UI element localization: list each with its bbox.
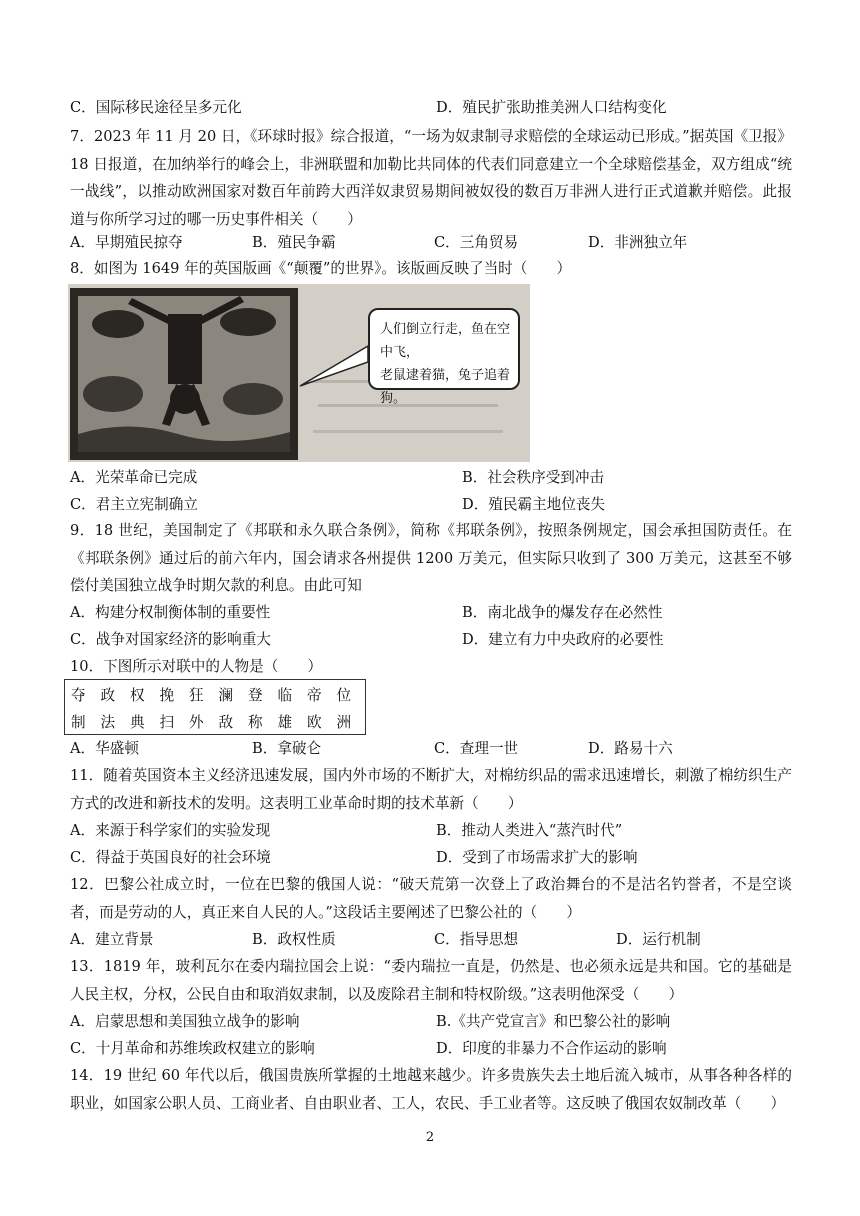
q8-option-d: D．殖民霸主地位丧失 xyxy=(462,496,606,513)
couplet-row-1: 夺 政 权 挽 狂 澜 登 临 帝 位 xyxy=(71,687,352,704)
q7-option-c: C．三角贸易 xyxy=(434,234,519,251)
q9-option-b: B．南北战争的爆发存在必然性 xyxy=(462,604,663,621)
q12-option-a: A．建立背景 xyxy=(70,931,154,948)
q13-option-a: A．启蒙思想和美国独立战争的影响 xyxy=(70,1013,300,1030)
q10-option-b: B．拿破仑 xyxy=(252,740,322,757)
q11-option-a: A．来源于科学家们的实验发现 xyxy=(70,822,271,839)
q14-question: 14．19 世纪 60 年代以后，俄国贵族所掌握的土地越来越少。许多贵族失去土地后流入城市，从事各种各样的职业，如国家公职人员、工商业者、自由职业者、工人，农民、手工业者等。这反映了俄国农奴制改革（ ） xyxy=(70,1067,792,1112)
q11-option-d: D．受到了市场需求扩大的影响 xyxy=(436,849,638,866)
q13-option-c: C．十月革命和苏维埃政权建立的影响 xyxy=(70,1040,315,1057)
speech-bubble xyxy=(368,308,520,406)
woodcut-figure xyxy=(68,284,530,462)
q9-option-c: C．战争对国家经济的影响重大 xyxy=(70,631,271,648)
couplet-box xyxy=(64,679,366,735)
q12-option-b: B．政权性质 xyxy=(252,931,336,948)
q12-option-d: D．运行机制 xyxy=(616,931,701,948)
q8-question: 8．如图为 1649 年的英国版画《“颠覆”的世界》。该版画反映了当时（ ） xyxy=(70,260,572,277)
q9-question: 9．18 世纪，美国制定了《邦联和永久联合条例》，简称《邦联条例》，按照条例规定，国会承担国防责任。在《邦联条例》通过后的前六年内，国会请求各州提供 1200 万美元，但实际只收到了 300 万美元，这甚至不够偿付美国独立战争时期欠款的利息。由此可知 xyxy=(70,522,792,594)
q7-option-a: A．早期殖民掠夺 xyxy=(70,234,183,251)
q8-option-c: C．君主立宪制确立 xyxy=(70,496,198,513)
q7-question: 7．2023 年 11 月 20 日，《环球时报》综合报道，“一场为奴隶制寻求赔偿的全球运动已形成。”据英国《卫报》18 日报道，在加纳举行的峰会上，非洲联盟和加勒比共同体的代表们同意建立一个全球赔偿基金，双方组成“统一战线”，以推动欧洲国家对数百年前跨大西洋奴隶贸易期间被奴役的数百万非洲人进行正式道歉并赔偿。此报道与你所学习过的哪一历史事件相关（ ） xyxy=(70,128,792,228)
q13-option-b: B.《共产党宣言》和巴黎公社的影响 xyxy=(436,1013,671,1030)
q12-option-c: C．指导思想 xyxy=(434,931,519,948)
q7-option-d: D．非洲独立年 xyxy=(588,234,688,251)
q13-question: 13．1819 年，玻利瓦尔在委内瑞拉国会上说：“委内瑞拉一直是，仍然是、也必须永远是共和国。它的基础是人民主权，分权，公民自由和取消奴隶制，以及废除君主制和特权阶级。”这表明他深受（ ） xyxy=(70,958,792,1003)
q11-option-c: C．得益于英国良好的社会环境 xyxy=(70,849,271,866)
page-number: 2 xyxy=(425,1130,435,1145)
q10-option-c: C．查理一世 xyxy=(434,740,519,757)
q7-option-b: B．殖民争霸 xyxy=(252,234,336,251)
couplet-row-2: 制 法 典 扫 外 敌 称 雄 欧 洲 xyxy=(71,714,352,731)
q10-option-d: D．路易十六 xyxy=(588,740,673,757)
q11-question: 11．随着英国资本主义经济迅速发展，国内外市场的不断扩大，对棉纺织品的需求迅速增长，刺激了棉纺织生产方式的改进和新技术的发明。这表明工业革命时期的技术革新（ ） xyxy=(70,767,792,812)
q12-question: 12．巴黎公社成立时，一位在巴黎的俄国人说：“破天荒第一次登上了政治舞台的不是沽名钓誉者，不是空谈者，而是劳动的人，真正来自人民的人。”这段话主要阐述了巴黎公社的（ ） xyxy=(70,876,792,921)
q9-option-d: D．建立有力中央政府的必要性 xyxy=(462,631,664,648)
q6-option-c: C．国际移民途径呈多元化 xyxy=(70,99,242,116)
q11-option-b: B．推动人类进入“蒸汽时代” xyxy=(436,822,623,839)
q8-option-a: A．光荣革命已完成 xyxy=(70,469,198,486)
q13-option-d: D．印度的非暴力不合作运动的影响 xyxy=(436,1040,667,1057)
q10-option-a: A．华盛顿 xyxy=(70,740,139,757)
q6-option-d: D．殖民扩张助推美洲人口结构变化 xyxy=(436,99,667,116)
bubble-line-2: 老鼠逮着猫，兔子追着狗。 xyxy=(380,368,511,406)
q10-question: 10．下图所示对联中的人物是（ ） xyxy=(70,658,323,675)
q9-option-a: A．构建分权制衡体制的重要性 xyxy=(70,604,271,621)
bubble-line-1: 人们倒立行走，鱼在空中飞， xyxy=(380,322,511,360)
q8-option-b: B．社会秩序受到冲击 xyxy=(462,469,605,486)
